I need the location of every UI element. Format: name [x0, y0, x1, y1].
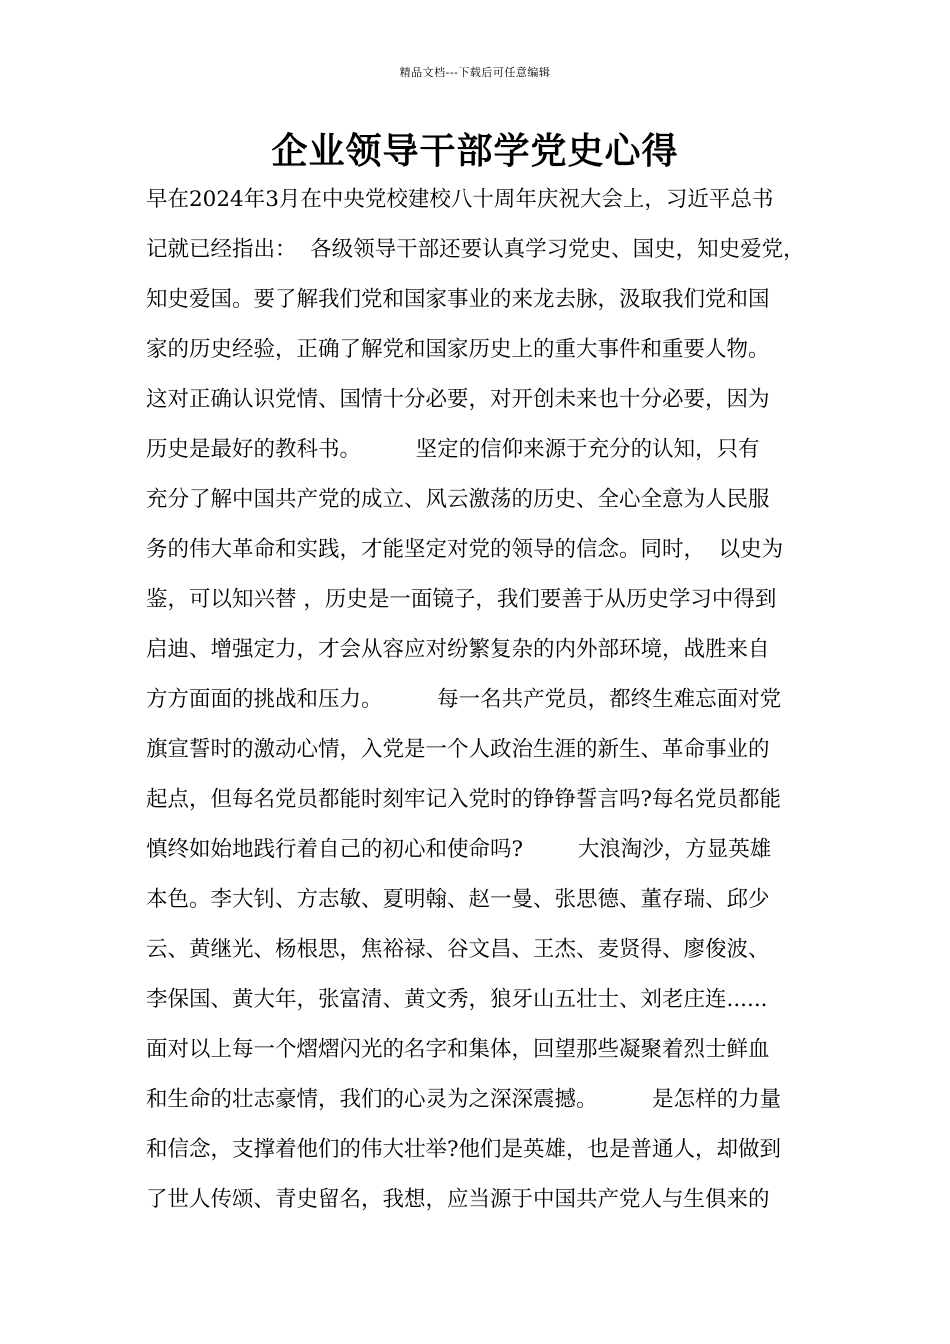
body-line: 本色。李大钊、方志敏、夏明翰、赵一曼、张思德、董存瑞、邱少 — [146, 887, 770, 912]
page-header-note: 精品文档---下载后可任意编辑 — [399, 66, 551, 79]
document-title: 企业领导干部学党史心得 — [271, 130, 679, 172]
body-line: 知史爱国。要了解我们党和国家事业的来龙去脉，汲取我们党和国 — [146, 287, 770, 312]
body-line: 和生命的壮志豪情，我们的心灵为之深深震撼。 是怎样的力量 — [146, 1087, 782, 1112]
body-line: 旗宣誓时的激动心情，入党是一个人政治生涯的新生、革命事业的 — [146, 737, 770, 762]
body-line: 记就已经指出： 各级领导干部还要认真学习党史、国史，知史爱党， — [146, 237, 805, 262]
body-line: 早在2024年3月在中央党校建校八十周年庆祝大会上，习近平总书 — [146, 187, 774, 212]
body-line: 李保国、黄大年，张富清、黄文秀，狼牙山五壮士、刘老庄连...... — [146, 987, 768, 1012]
body-line: 鉴，可以知兴替 ，历史是一面镜子，我们要善于从历史学习中得到 — [146, 587, 777, 612]
body-line: 充分了解中国共产党的成立、风云激荡的历史、全心全意为人民服 — [146, 487, 770, 512]
body-line: 务的伟大革命和实践，才能坚定对党的领导的信念。同时， 以史为 — [146, 537, 784, 562]
document-body — [146, 180, 836, 1230]
body-line: 启迪、增强定力，才会从容应对纷繁复杂的内外部环境，战胜来自 — [146, 637, 770, 662]
body-line: 和信念，支撑着他们的伟大壮举?他们是英雄，也是普通人，却做到 — [146, 1137, 782, 1162]
body-line: 云、黄继光、杨根思，焦裕禄、谷文昌、王杰、麦贤得、廖俊波、 — [146, 937, 770, 962]
body-line: 面对以上每一个熠熠闪光的名字和集体，回望那些凝聚着烈士鲜血 — [146, 1037, 770, 1062]
body-line: 起点，但每名党员都能时刻牢记入党时的铮铮誓言吗?每名党员都能 — [146, 787, 782, 812]
body-line: 方方面面的挑战和压力。 每一名共产党员，都终生难忘面对党 — [146, 687, 782, 712]
body-line: 家的历史经验，正确了解党和国家历史上的重大事件和重要人物。 — [146, 337, 770, 362]
body-line: 这对正确认识党情、国情十分必要，对开创未来也十分必要，因为 — [146, 387, 770, 412]
body-line: 了世人传颂、青史留名，我想，应当源于中国共产党人与生俱来的 — [146, 1187, 770, 1212]
body-line: 历史是最好的教科书。 坚定的信仰来源于充分的认知，只有 — [146, 437, 760, 462]
body-line: 慎终如始地践行着自己的初心和使命吗? 大浪淘沙，方显英雄 — [146, 837, 772, 862]
